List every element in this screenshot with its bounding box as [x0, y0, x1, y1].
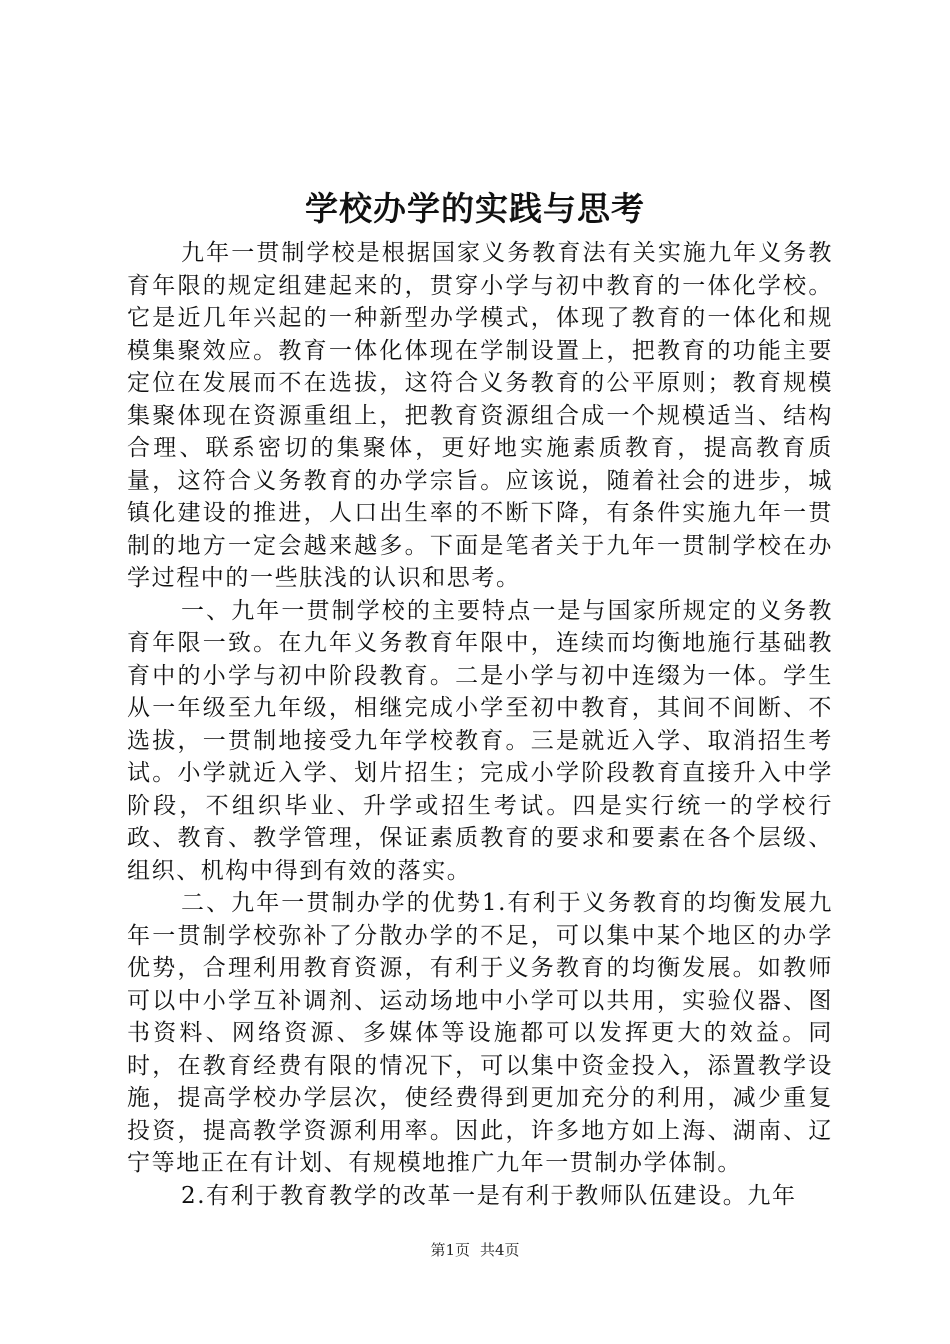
document-title: 学校办学的实践与思考: [305, 189, 645, 228]
paragraph-intro: 九年一贯制学校是根据国家义务教育法有关实施九年义务教育年限的规定组建起来的，贯穿小学与初中教育的一体化学校。它是近几年兴起的一种新型办学模式，体现了教育的一体化和规模集聚效应。教育一体化体现在学制设置上，把教育的功能主要定位在发展而不在选拔，这符合义务教育的公平原则；教育规模集聚体现在资源重组上，把教育资源组合成一个规模适当、结构合理、联系密切的集聚体，更好地实施素质教育，提高教育质量，这符合义务教育的办学宗旨。应该说，随着社会的进步，城镇化建设的推进，人口出生率的不断下降，有条件实施九年一贯制的地方一定会越来越多。下面是笔者关于九年一贯制学校在办学过程中的一些肤浅的认识和思考。: [127, 240, 833, 591]
document-body: [127, 237, 833, 1212]
paragraph-section-one: 一、九年一贯制学校的主要特点一是与国家所规定的义务教育年限一致。在九年义务教育年限中，连续而均衡地施行基础教育中的小学与初中阶段教育。二是小学与初中连缀为一体。学生从一年级至九年级，相继完成小学至初中教育，其间不间断、不选拔，一贯制地接受九年学校教育。三是就近入学、取消招生考试。小学就近入学、划片招生；完成小学阶段教育直接升入中学阶段，不组织毕业、升学或招生考试。四是实行统一的学校行政、教育、教学管理，保证素质教育的要求和要素在各个层级、组织、机构中得到有效的落实。: [127, 597, 833, 884]
paragraph-section-two-point-two: 2.有利于教育教学的改革一是有利于教师队伍建设。九年: [181, 1182, 797, 1209]
page-total: 共4页: [480, 1241, 520, 1259]
page-number: 第1页: [430, 1241, 470, 1259]
paragraph-section-two: 二、九年一贯制办学的优势1.有利于义务教育的均衡发展九年一贯制学校弥补了分散办学的不足，可以集中某个地区的办学优势，合理利用教育资源，有利于义务教育的均衡发展。如教师可以中小学互补调剂、运动场地中小学可以共用，实验仪器、图书资料、网络资源、多媒体等设施都可以发挥更大的效益。同时，在教育经费有限的情况下，可以集中资金投入，添置教学设施，提高学校办学层次，使经费得到更加充分的利用，减少重复投资，提高教学资源利用率。因此，许多地方如上海、湖南、辽宁等地正在有计划、有规模地推广九年一贯制办学体制。: [127, 890, 833, 1176]
page-footer: [0, 1240, 950, 1260]
